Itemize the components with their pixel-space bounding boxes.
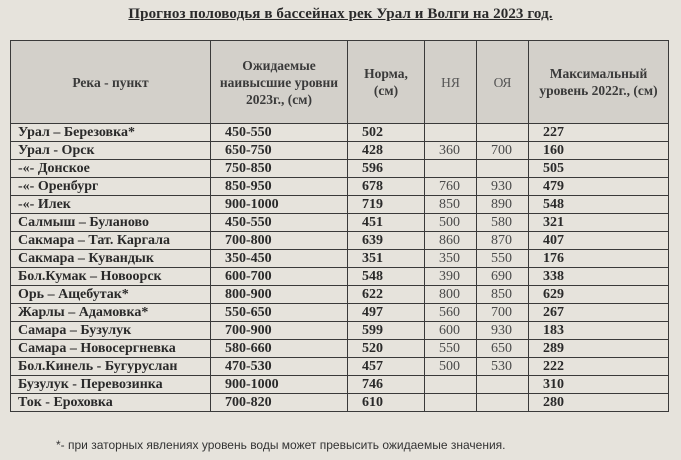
cell-max2022: 310 (529, 376, 669, 394)
cell-nya: 360 (425, 142, 477, 160)
cell-max2022: 548 (529, 196, 669, 214)
cell-norm: 678 (348, 178, 425, 196)
cell-expected: 600-700 (211, 268, 348, 286)
cell-oya: 690 (477, 268, 529, 286)
cell-max2022: 407 (529, 232, 669, 250)
cell-oya: 530 (477, 358, 529, 376)
table-row (11, 394, 669, 412)
cell-river: Орь – Ащебутак* (11, 286, 211, 304)
table-body (11, 124, 669, 412)
cell-norm: 520 (348, 340, 425, 358)
cell-expected: 450-550 (211, 214, 348, 232)
cell-max2022: 183 (529, 322, 669, 340)
cell-norm: 457 (348, 358, 425, 376)
table-row (11, 178, 669, 196)
cell-river: -«- Оренбург (11, 178, 211, 196)
cell-oya: 550 (477, 250, 529, 268)
cell-max2022: 505 (529, 160, 669, 178)
cell-expected: 700-800 (211, 232, 348, 250)
cell-nya: 600 (425, 322, 477, 340)
cell-norm: 548 (348, 268, 425, 286)
cell-oya: 930 (477, 322, 529, 340)
cell-river: Урал - Орск (11, 142, 211, 160)
cell-nya: 500 (425, 358, 477, 376)
cell-expected: 650-750 (211, 142, 348, 160)
table-row (11, 214, 669, 232)
footnote: *- при заторных явлениях уровень воды может превысить ожидаемые значения. (56, 438, 506, 452)
table-row (11, 250, 669, 268)
cell-expected: 550-650 (211, 304, 348, 322)
cell-expected: 850-950 (211, 178, 348, 196)
cell-river: Сакмара – Тат. Каргала (11, 232, 211, 250)
cell-river: Бол.Кинель - Бугуруслан (11, 358, 211, 376)
header-oya: ОЯ (477, 41, 529, 124)
cell-river: Бол.Кумак – Новоорск (11, 268, 211, 286)
header-expected: Ожидаемые наивысшие уровни 2023г., (см) (211, 41, 348, 124)
cell-max2022: 267 (529, 304, 669, 322)
cell-max2022: 176 (529, 250, 669, 268)
cell-nya: 760 (425, 178, 477, 196)
table-row (11, 358, 669, 376)
cell-oya (477, 124, 529, 142)
cell-norm: 746 (348, 376, 425, 394)
cell-river: -«- Илек (11, 196, 211, 214)
header-max2022: Максимальный уровень 2022г., (см) (529, 41, 669, 124)
cell-oya: 700 (477, 142, 529, 160)
cell-expected: 450-550 (211, 124, 348, 142)
cell-norm: 497 (348, 304, 425, 322)
cell-max2022: 160 (529, 142, 669, 160)
table-row (11, 196, 669, 214)
cell-river: Ток - Ероховка (11, 394, 211, 412)
cell-oya: 650 (477, 340, 529, 358)
cell-river: Самара – Бузулук (11, 322, 211, 340)
cell-river: Сакмара – Кувандык (11, 250, 211, 268)
cell-oya: 930 (477, 178, 529, 196)
cell-oya (477, 394, 529, 412)
table-row (11, 124, 669, 142)
cell-nya (425, 124, 477, 142)
cell-expected: 350-450 (211, 250, 348, 268)
cell-oya: 890 (477, 196, 529, 214)
cell-expected: 580-660 (211, 340, 348, 358)
cell-river: Жарлы – Адамовка* (11, 304, 211, 322)
cell-norm: 351 (348, 250, 425, 268)
table-row (11, 268, 669, 286)
cell-norm: 639 (348, 232, 425, 250)
cell-nya (425, 394, 477, 412)
page-title: Прогноз половодья в бассейнах рек Урал и Волги на 2023 год. (128, 6, 553, 22)
cell-norm: 610 (348, 394, 425, 412)
header-nya: НЯ (425, 41, 477, 124)
cell-river: -«- Донское (11, 160, 211, 178)
cell-river: Самара – Новосергневка (11, 340, 211, 358)
table-row (11, 340, 669, 358)
flood-forecast-table (10, 40, 669, 412)
cell-expected: 700-900 (211, 322, 348, 340)
cell-oya: 850 (477, 286, 529, 304)
cell-expected: 750-850 (211, 160, 348, 178)
cell-max2022: 280 (529, 394, 669, 412)
cell-expected: 800-900 (211, 286, 348, 304)
cell-max2022: 338 (529, 268, 669, 286)
cell-nya (425, 160, 477, 178)
cell-max2022: 321 (529, 214, 669, 232)
cell-oya (477, 160, 529, 178)
cell-nya: 390 (425, 268, 477, 286)
cell-river: Бузулук - Перевозинка (11, 376, 211, 394)
cell-norm: 622 (348, 286, 425, 304)
cell-max2022: 222 (529, 358, 669, 376)
table-row (11, 232, 669, 250)
cell-nya (425, 376, 477, 394)
cell-oya: 870 (477, 232, 529, 250)
cell-nya: 850 (425, 196, 477, 214)
cell-norm: 428 (348, 142, 425, 160)
header-river: Река - пункт (11, 41, 211, 124)
cell-expected: 700-820 (211, 394, 348, 412)
cell-nya: 860 (425, 232, 477, 250)
cell-nya: 550 (425, 340, 477, 358)
table-row (11, 322, 669, 340)
cell-nya: 800 (425, 286, 477, 304)
cell-max2022: 227 (529, 124, 669, 142)
cell-max2022: 629 (529, 286, 669, 304)
cell-expected: 900-1000 (211, 376, 348, 394)
cell-norm: 502 (348, 124, 425, 142)
table-row (11, 304, 669, 322)
header-norm: Норма, (см) (348, 41, 425, 124)
cell-oya: 580 (477, 214, 529, 232)
cell-nya: 560 (425, 304, 477, 322)
cell-max2022: 479 (529, 178, 669, 196)
table-row (11, 142, 669, 160)
cell-norm: 596 (348, 160, 425, 178)
table-row (11, 160, 669, 178)
cell-expected: 900-1000 (211, 196, 348, 214)
table-row (11, 286, 669, 304)
cell-nya: 500 (425, 214, 477, 232)
cell-norm: 451 (348, 214, 425, 232)
cell-oya: 700 (477, 304, 529, 322)
table-row (11, 376, 669, 394)
table-header-row (11, 41, 669, 124)
cell-river: Салмыш – Буланово (11, 214, 211, 232)
cell-norm: 719 (348, 196, 425, 214)
cell-oya (477, 376, 529, 394)
cell-norm: 599 (348, 322, 425, 340)
cell-river: Урал – Березовка* (11, 124, 211, 142)
cell-max2022: 289 (529, 340, 669, 358)
cell-expected: 470-530 (211, 358, 348, 376)
cell-nya: 350 (425, 250, 477, 268)
